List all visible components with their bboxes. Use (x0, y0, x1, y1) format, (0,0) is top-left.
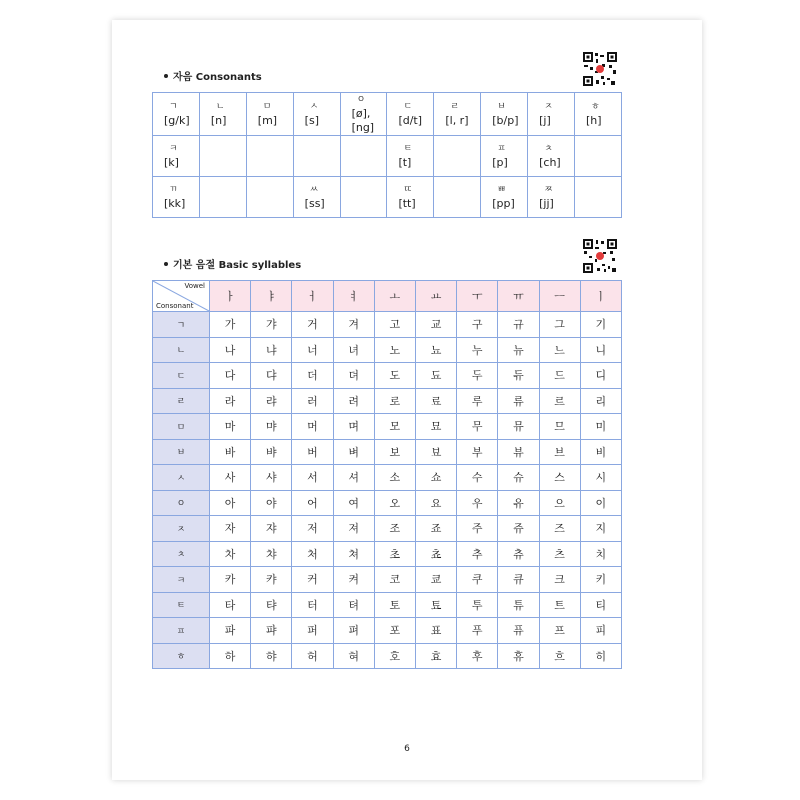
consonant-romanization: [ø], [ng] (351, 107, 375, 134)
syllable-cell: 요 (415, 490, 456, 516)
syllable-cell: 뉴 (498, 337, 539, 363)
syllable-cell: 듀 (498, 363, 539, 389)
syllable-row (153, 592, 622, 618)
syllable-cell: 스 (539, 465, 580, 491)
syllable-cell: 주 (457, 516, 498, 542)
syllable-row (153, 414, 622, 440)
vowel-header: ㅏ (210, 281, 251, 312)
syllable-cell: 유 (498, 490, 539, 516)
syllable-cell: 쥬 (498, 516, 539, 542)
consonant-cell (481, 93, 528, 136)
consonants-table (152, 92, 622, 218)
syllable-cell: 누 (457, 337, 498, 363)
consonant-letter: ㅃ (497, 185, 506, 195)
syllable-cell: 너 (292, 337, 333, 363)
consonant-letter: ㄷ (403, 102, 413, 112)
syllable-cell: 캬 (251, 567, 292, 593)
syllable-cell: 노 (374, 337, 415, 363)
vowel-header: ㅡ (539, 281, 580, 312)
syllable-cell: 리 (580, 388, 621, 414)
syllable-cell: 뇨 (415, 337, 456, 363)
syllable-cell: 뮤 (498, 414, 539, 440)
syllable-cell: 크 (539, 567, 580, 593)
consonant-cell (481, 177, 528, 218)
syllable-cell: 조 (374, 516, 415, 542)
syllable-cell: 갸 (251, 312, 292, 338)
syllable-cell: 두 (457, 363, 498, 389)
syllable-cell: 쳐 (333, 541, 374, 567)
consonant-cell (293, 93, 340, 136)
syllable-row (153, 337, 622, 363)
consonant-header: ㅊ (153, 541, 210, 567)
syllable-cell: 파 (210, 618, 251, 644)
syllable-cell: 초 (374, 541, 415, 567)
syllable-cell: 우 (457, 490, 498, 516)
consonant-cell (434, 177, 481, 218)
consonant-header: ㅌ (153, 592, 210, 618)
syllable-cell: 쇼 (415, 465, 456, 491)
syllable-cell: 쿠 (457, 567, 498, 593)
consonant-romanization: [p] (492, 156, 508, 169)
syllable-row (153, 490, 622, 516)
syllable-cell: 오 (374, 490, 415, 516)
consonant-header: ㅂ (153, 439, 210, 465)
consonant-cell (199, 136, 246, 177)
syllable-cell: 시 (580, 465, 621, 491)
syllable-cell: 이 (580, 490, 621, 516)
consonant-row (153, 177, 622, 218)
syllable-cell: 텨 (333, 592, 374, 618)
syllable-cell: 튜 (498, 592, 539, 618)
syllable-cell: 효 (415, 643, 456, 669)
syllable-cell: 카 (210, 567, 251, 593)
syllable-cell: 탸 (251, 592, 292, 618)
syllable-cell: 그 (539, 312, 580, 338)
syllable-cell: 져 (333, 516, 374, 542)
consonant-romanization: [h] (586, 114, 602, 127)
syllable-row (153, 465, 622, 491)
syllable-cell: 모 (374, 414, 415, 440)
consonant-header: ㄹ (153, 388, 210, 414)
vowel-header: ㅠ (498, 281, 539, 312)
syllable-cell: 르 (539, 388, 580, 414)
syllable-cell: 툐 (415, 592, 456, 618)
syllable-cell: 서 (292, 465, 333, 491)
syllable-cell: 거 (292, 312, 333, 338)
syllable-row (153, 388, 622, 414)
syllable-cell: 무 (457, 414, 498, 440)
syllable-cell: 트 (539, 592, 580, 618)
syllable-cell: 뷰 (498, 439, 539, 465)
syllable-row (153, 363, 622, 389)
consonant-letter: ㅍ (497, 144, 506, 154)
syllable-cell: 댜 (251, 363, 292, 389)
consonant-romanization: [s] (304, 114, 319, 127)
syllable-cell: 허 (292, 643, 333, 669)
syllable-cell: 쵸 (415, 541, 456, 567)
syllable-cell: 샤 (251, 465, 292, 491)
syllable-cell: 냐 (251, 337, 292, 363)
consonant-romanization: [jj] (539, 197, 554, 210)
syllable-cell: 랴 (251, 388, 292, 414)
consonant-cell (528, 93, 575, 136)
consonant-romanization: [ch] (539, 156, 561, 169)
syllable-cell: 챠 (251, 541, 292, 567)
syllable-cell: 즈 (539, 516, 580, 542)
syllable-cell: 츄 (498, 541, 539, 567)
consonant-cell (528, 136, 575, 177)
syllable-cell: 디 (580, 363, 621, 389)
consonant-cell (340, 136, 387, 177)
syllable-cell: 포 (374, 618, 415, 644)
consonant-romanization: [m] (257, 114, 278, 127)
syllable-row (153, 516, 622, 542)
syllable-row (153, 618, 622, 644)
consonant-letter: ㅂ (497, 102, 506, 112)
consonant-cell (199, 93, 246, 136)
consonant-cell (434, 136, 481, 177)
consonant-letter: ㅅ (309, 102, 319, 112)
syllable-cell: 기 (580, 312, 621, 338)
syllable-cell: 사 (210, 465, 251, 491)
syllable-cell: 흐 (539, 643, 580, 669)
corner-consonant-label: Consonant (156, 302, 194, 310)
consonant-cell (340, 177, 387, 218)
consonant-letter: ㅋ (169, 144, 178, 154)
syllable-cell: 러 (292, 388, 333, 414)
syllable-row (153, 567, 622, 593)
syllable-cell: 투 (457, 592, 498, 618)
bullet-icon (164, 262, 168, 266)
qr-code-icon[interactable] (582, 238, 618, 274)
consonant-letter: ㄲ (169, 185, 178, 195)
syllable-cell: 자 (210, 516, 251, 542)
syllable-cell: 드 (539, 363, 580, 389)
syllable-cell: 미 (580, 414, 621, 440)
corner-vowel-label: Vowel (184, 282, 205, 290)
syllable-cell: 커 (292, 567, 333, 593)
consonant-cell (434, 93, 481, 136)
consonant-romanization: [d/t] (398, 114, 423, 127)
syllable-cell: 더 (292, 363, 333, 389)
consonant-letter: ㅌ (403, 144, 413, 154)
vowel-header: ㅕ (333, 281, 374, 312)
syllable-cell: 휴 (498, 643, 539, 669)
consonant-romanization: [k] (164, 156, 179, 169)
syllable-cell: 차 (210, 541, 251, 567)
syllable-cell: 아 (210, 490, 251, 516)
syllable-cell: 저 (292, 516, 333, 542)
consonant-letter: ㄸ (403, 185, 413, 195)
consonant-header: ㅎ (153, 643, 210, 669)
vowel-header: ㅑ (251, 281, 292, 312)
syllable-cell: 코 (374, 567, 415, 593)
consonant-header: ㄷ (153, 363, 210, 389)
consonant-romanization: [pp] (492, 197, 515, 210)
consonant-cell (246, 93, 293, 136)
syllable-cell: 퍼 (292, 618, 333, 644)
syllable-cell: 야 (251, 490, 292, 516)
consonant-cell (575, 93, 622, 136)
syllable-cell: 수 (457, 465, 498, 491)
syllable-cell: 먀 (251, 414, 292, 440)
syllable-cell: 쿄 (415, 567, 456, 593)
consonant-cell (153, 136, 200, 177)
syllable-cell: 뎌 (333, 363, 374, 389)
consonant-cell (387, 136, 434, 177)
syllable-cell: 류 (498, 388, 539, 414)
syllable-cell: 브 (539, 439, 580, 465)
syllable-cell: 후 (457, 643, 498, 669)
syllable-row (153, 643, 622, 669)
syllable-cell: 로 (374, 388, 415, 414)
syllable-cell: 햐 (251, 643, 292, 669)
syllable-cell: 뵤 (415, 439, 456, 465)
syllable-cell: 부 (457, 439, 498, 465)
syllable-cell: 타 (210, 592, 251, 618)
consonant-header: ㅅ (153, 465, 210, 491)
syllable-cell: 도 (374, 363, 415, 389)
syllable-cell: 며 (333, 414, 374, 440)
consonant-romanization: [n] (210, 114, 227, 127)
syllable-row (153, 439, 622, 465)
syllable-cell: 됴 (415, 363, 456, 389)
bullet-icon (164, 74, 168, 78)
syllable-cell: 큐 (498, 567, 539, 593)
consonant-romanization: [g/k] (164, 114, 190, 127)
syllable-cell: 푸 (457, 618, 498, 644)
syllable-cell: 보 (374, 439, 415, 465)
consonant-header: ㅋ (153, 567, 210, 593)
vowel-header-row (153, 281, 622, 312)
syllable-cell: 벼 (333, 439, 374, 465)
consonant-header: ㅍ (153, 618, 210, 644)
syllable-cell: 니 (580, 337, 621, 363)
consonant-romanization: [b/p] (492, 114, 519, 127)
vowel-header: ㅜ (457, 281, 498, 312)
syllable-cell: 바 (210, 439, 251, 465)
syllable-cell: 고 (374, 312, 415, 338)
syllable-cell: 펴 (333, 618, 374, 644)
consonant-letter: ㅈ (544, 102, 553, 112)
syllable-cell: 므 (539, 414, 580, 440)
syllable-cell: 표 (415, 618, 456, 644)
consonant-letter: ㄴ (215, 102, 225, 112)
syllable-cell: 키 (580, 567, 621, 593)
syllable-cell: 버 (292, 439, 333, 465)
vowel-header: ㅓ (292, 281, 333, 312)
syllable-cell: 토 (374, 592, 415, 618)
syllables-table (152, 280, 622, 669)
consonant-romanization: [j] (539, 114, 551, 127)
syllable-cell: 피 (580, 618, 621, 644)
consonant-letter: ㄹ (450, 102, 460, 112)
consonant-cell (293, 177, 340, 218)
syllable-cell: 여 (333, 490, 374, 516)
syllable-cell: 료 (415, 388, 456, 414)
syllable-cell: 으 (539, 490, 580, 516)
consonant-letter: ㅊ (544, 144, 553, 154)
consonant-row (153, 93, 622, 136)
syllable-cell: 루 (457, 388, 498, 414)
syllable-cell: 쟈 (251, 516, 292, 542)
syllable-cell: 퓨 (498, 618, 539, 644)
consonant-cell (293, 136, 340, 177)
syllable-cell: 셔 (333, 465, 374, 491)
syllable-cell: 지 (580, 516, 621, 542)
syllable-row (153, 541, 622, 567)
syllable-cell: 교 (415, 312, 456, 338)
syllable-cell: 죠 (415, 516, 456, 542)
consonant-romanization: [tt] (398, 197, 416, 210)
syllable-cell: 겨 (333, 312, 374, 338)
consonant-letter: ㅉ (544, 185, 553, 195)
consonant-cell (246, 177, 293, 218)
vowel-header: ㅣ (580, 281, 621, 312)
consonant-letter: ㅆ (309, 185, 319, 195)
syllable-cell: 티 (580, 592, 621, 618)
syllable-cell: 터 (292, 592, 333, 618)
syllable-cell: 소 (374, 465, 415, 491)
consonant-cell (387, 93, 434, 136)
syllable-cell: 려 (333, 388, 374, 414)
syllable-cell: 규 (498, 312, 539, 338)
syllable-cell: 어 (292, 490, 333, 516)
vowel-header: ㅛ (415, 281, 456, 312)
syllable-cell: 뱌 (251, 439, 292, 465)
syllable-cell: 치 (580, 541, 621, 567)
syllable-cell: 슈 (498, 465, 539, 491)
syllable-cell: 비 (580, 439, 621, 465)
syllables-title: 기본 음절 Basic syllables (164, 256, 301, 271)
consonant-cell (575, 136, 622, 177)
syllable-cell: 가 (210, 312, 251, 338)
syllable-cell: 라 (210, 388, 251, 414)
consonant-cell (528, 177, 575, 218)
syllable-cell: 켜 (333, 567, 374, 593)
consonant-letter: ㅎ (591, 102, 600, 112)
consonant-header: ㄱ (153, 312, 210, 338)
syllable-cell: 츠 (539, 541, 580, 567)
consonant-romanization: [t] (398, 156, 412, 169)
consonants-title: 자음 Consonants (164, 68, 262, 83)
consonant-header: ㅇ (153, 490, 210, 516)
consonant-romanization: [kk] (164, 197, 186, 210)
consonant-cell (387, 177, 434, 218)
consonant-cell (246, 136, 293, 177)
syllable-cell: 퍄 (251, 618, 292, 644)
page-number: 6 (404, 744, 410, 754)
consonant-cell (199, 177, 246, 218)
syllable-cell: 다 (210, 363, 251, 389)
syllable-cell: 구 (457, 312, 498, 338)
consonant-cell (481, 136, 528, 177)
syllable-cell: 느 (539, 337, 580, 363)
syllable-cell: 하 (210, 643, 251, 669)
consonant-cell (340, 93, 387, 136)
consonant-letter: ㄱ (169, 102, 178, 112)
syllable-cell: 녀 (333, 337, 374, 363)
corner-header (153, 281, 210, 312)
syllable-cell: 처 (292, 541, 333, 567)
qr-code-icon[interactable] (582, 51, 618, 87)
consonant-cell (153, 93, 200, 136)
consonant-letter: ㅁ (262, 102, 272, 112)
consonant-romanization: [ss] (304, 197, 325, 210)
syllable-cell: 나 (210, 337, 251, 363)
syllable-cell: 추 (457, 541, 498, 567)
consonant-cell (575, 177, 622, 218)
syllable-cell: 히 (580, 643, 621, 669)
consonant-header: ㅁ (153, 414, 210, 440)
consonant-letter: ㅇ (356, 95, 366, 105)
consonant-header: ㅈ (153, 516, 210, 542)
consonant-header: ㄴ (153, 337, 210, 363)
consonant-row (153, 136, 622, 177)
syllable-cell: 마 (210, 414, 251, 440)
syllable-cell: 혀 (333, 643, 374, 669)
syllable-cell: 묘 (415, 414, 456, 440)
consonant-romanization: [l, r] (445, 114, 469, 127)
vowel-header: ㅗ (374, 281, 415, 312)
syllable-cell: 프 (539, 618, 580, 644)
syllable-cell: 머 (292, 414, 333, 440)
syllable-row (153, 312, 622, 338)
consonant-cell (153, 177, 200, 218)
syllable-cell: 호 (374, 643, 415, 669)
